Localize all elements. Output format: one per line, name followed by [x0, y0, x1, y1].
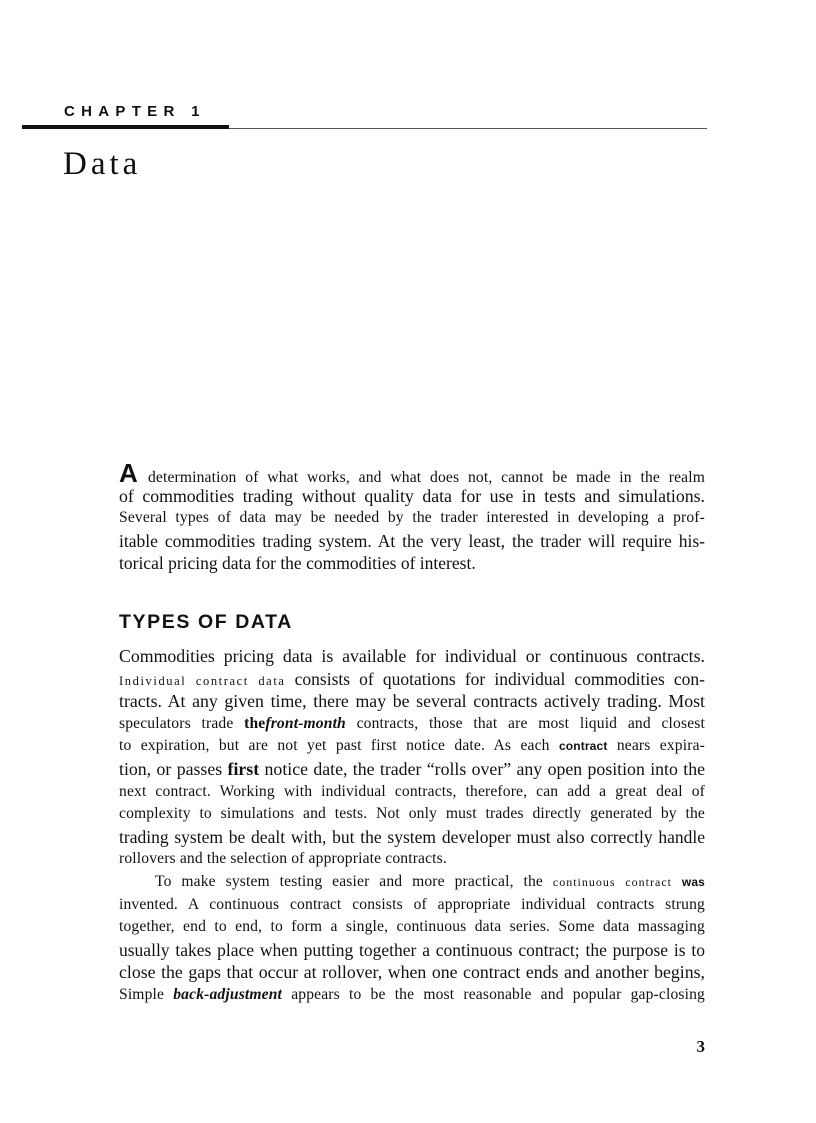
text-line	[119, 713, 705, 736]
term-continuous-contract: continuous contract	[552, 874, 672, 889]
text-line: usually takes place when putting together a continuous contract; the purpose is to	[119, 939, 705, 960]
text-line	[119, 668, 705, 691]
text-span: consists of quotations for individual commodities con-	[294, 668, 705, 689]
dropcap: A	[119, 458, 138, 488]
text-span: tion, or passes	[119, 758, 223, 779]
types-of-data-body	[119, 645, 705, 1007]
text-span: Simple	[119, 985, 165, 1003]
text-line: together, end to end, to form a single, continuous data series. Some data massaging	[119, 918, 705, 936]
chapter-rule-thick	[22, 125, 229, 129]
text-span: speculators trade	[119, 714, 234, 732]
chapter-title: Data	[63, 146, 142, 182]
chapter-rule-thin	[229, 128, 707, 129]
intro-paragraph	[119, 458, 705, 575]
text-span-first: first	[227, 758, 260, 779]
text-span: determination of what works, and what does not, cannot be made in the realm	[147, 469, 705, 486]
page-number: 3	[696, 1037, 705, 1056]
text-line: invented. A continuous contract consists of appropriate individual contracts strung	[119, 895, 705, 913]
text-line	[119, 984, 705, 1007]
text-line: itable commodities trading system. At the very least, the trader will require his-	[119, 530, 705, 551]
text-line: Several types of data may be needed by the trader interested in developing a prof-	[119, 509, 705, 527]
text-span: nears expira-	[616, 737, 705, 755]
text-line: next contract. Working with individual contracts, therefore, can add a great deal of	[119, 782, 705, 800]
term-back-adjustment: back-adjustment	[173, 985, 283, 1003]
text-span: contracts, those that are most liquid and closest	[356, 714, 705, 732]
text-span: notice date, the trader “rolls over” any open position into the	[264, 758, 705, 779]
text-span: appears to be the most reasonable and popular gap-closing	[291, 985, 705, 1003]
text-line	[119, 458, 705, 488]
text-line: trading system be dealt with, but the system developer must also correctly handle	[119, 826, 705, 847]
term-front-month: front-month	[265, 714, 346, 732]
text-line: torical pricing data for the commodities of interest.	[119, 553, 476, 574]
term-was: was	[681, 874, 705, 889]
term-individual-contract-data: Individual contract data	[119, 673, 286, 688]
text-span: To make system testing easier and more practical, the	[155, 872, 544, 890]
text-line: close the gaps that occur at rollover, when one contract ends and another begins,	[119, 962, 705, 983]
text-line: complexity to simulations and tests. Not only must trades directly generated by the	[119, 805, 705, 823]
text-line: of commodities trading without quality data for use in tests and simulations.	[119, 485, 705, 506]
text-line	[119, 735, 705, 758]
text-span-the: the	[244, 714, 266, 732]
term-contract: contract	[558, 739, 608, 754]
section-heading: TYPES OF DATA	[119, 611, 293, 633]
text-line	[119, 871, 705, 894]
text-line: Commodities pricing data is available for individual or continuous contracts.	[119, 646, 705, 666]
text-span: to expiration, but are not yet past first notice date. As each	[119, 737, 550, 755]
text-line	[119, 758, 705, 781]
text-line: rollovers and the selection of appropriate contracts.	[119, 850, 447, 868]
chapter-label: CHAPTER 1	[64, 103, 206, 120]
text-line: tracts. At any given time, there may be several contracts actively trading. Most	[119, 691, 705, 712]
